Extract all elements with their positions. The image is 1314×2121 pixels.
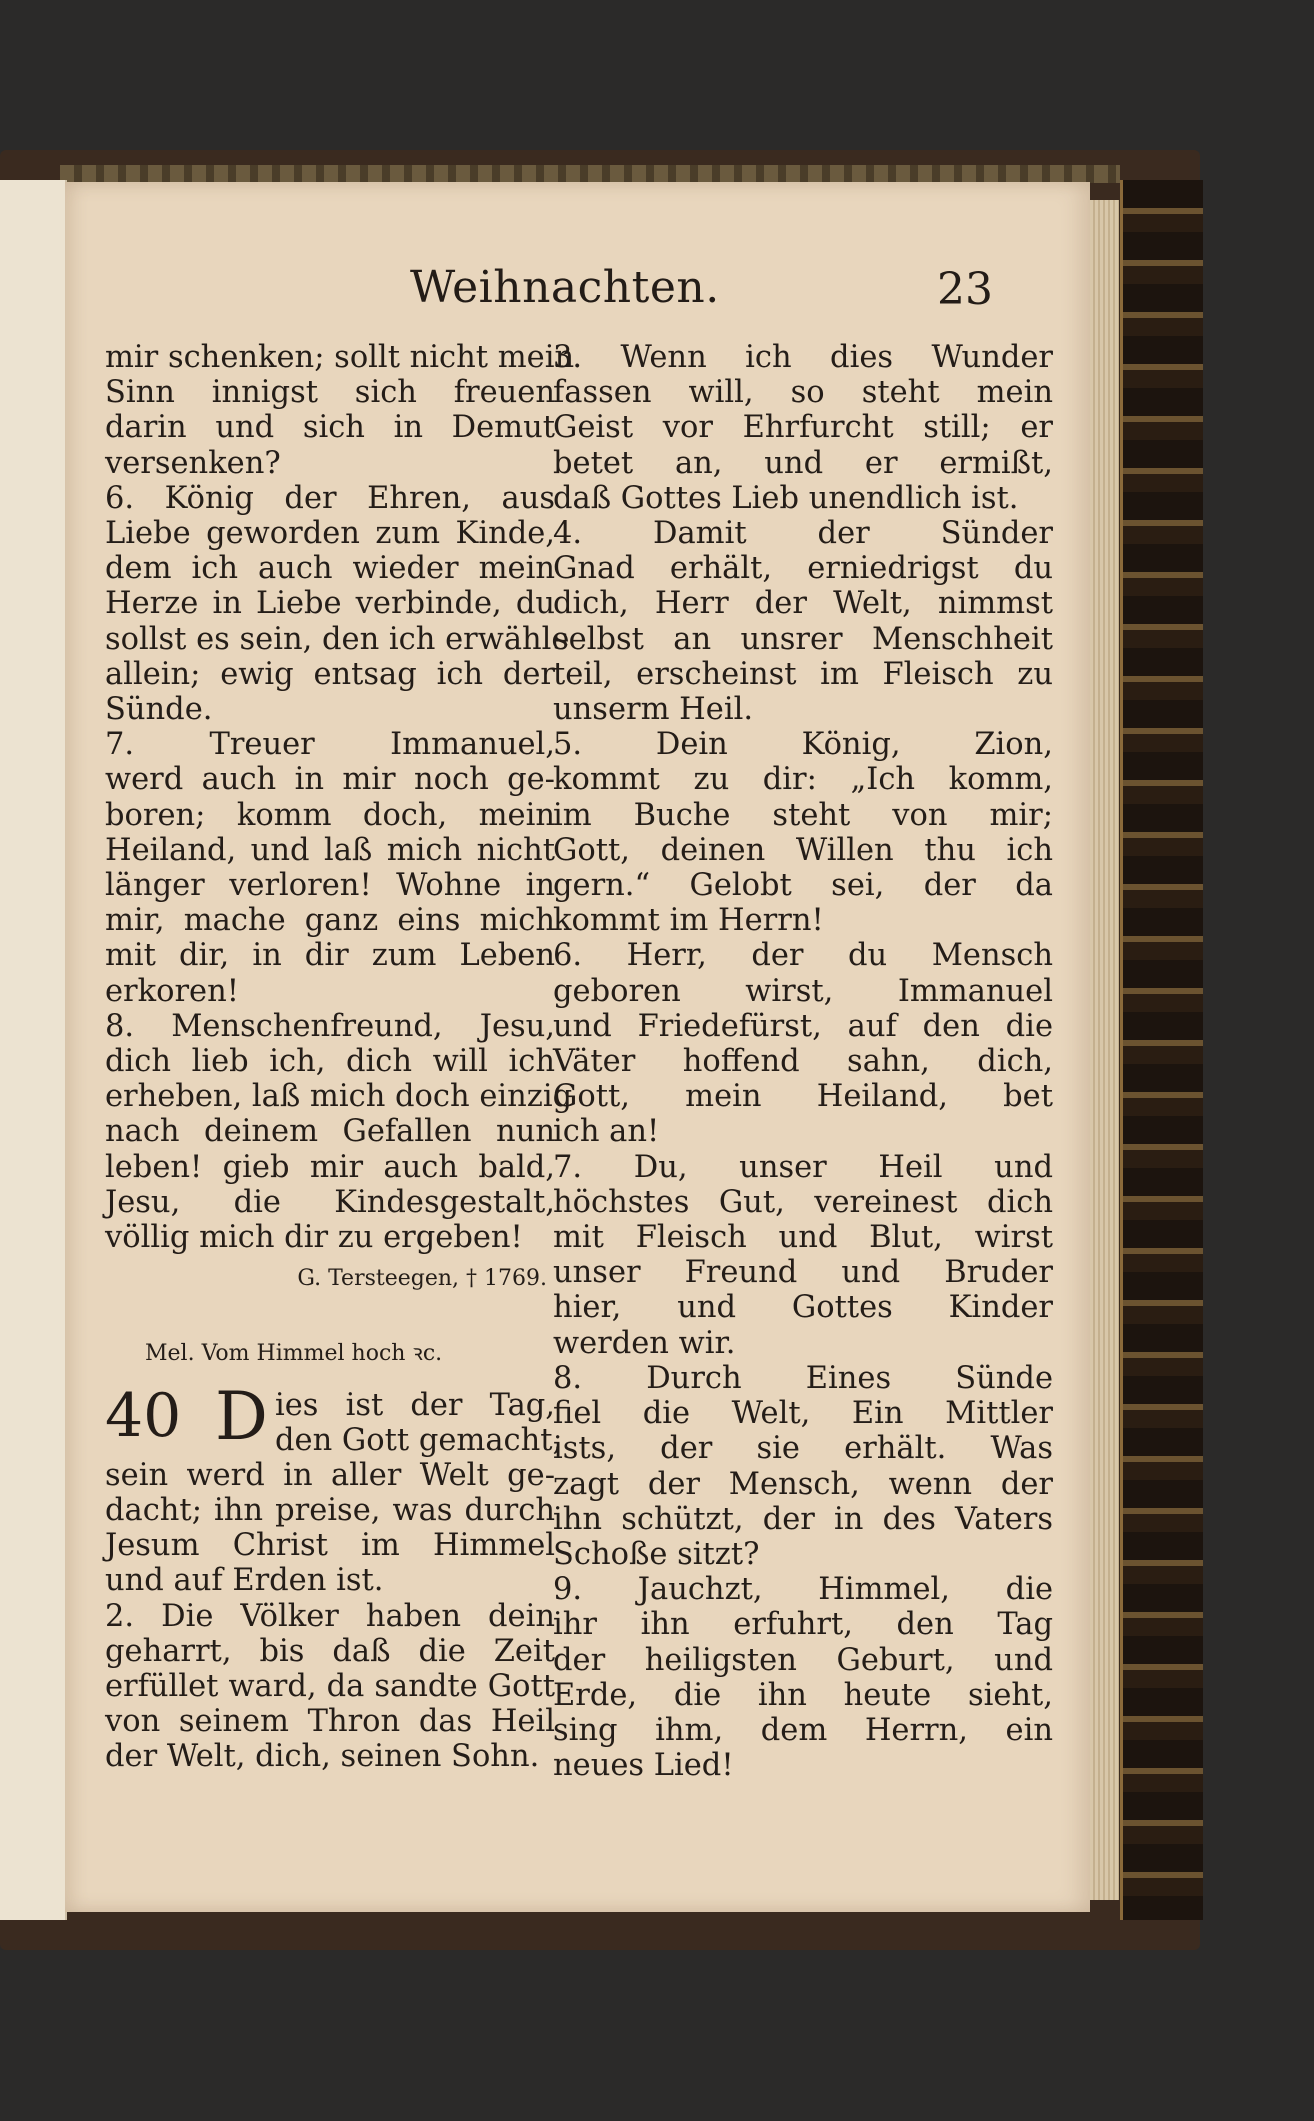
page-header (65, 262, 1090, 322)
text-line: der heiligsten Geburt, und (553, 1642, 1053, 1678)
right-column (553, 340, 1053, 1783)
text-line: unser Freund und Bruder (553, 1255, 1053, 1291)
text-line: erheben, laß mich doch einzig (105, 1079, 573, 1115)
text-line: 3. Wenn ich dies Wunder (553, 340, 1053, 375)
text-line: boren; komm doch, mein (105, 797, 555, 833)
text-line: Herze in Liebe verbinde, du (105, 586, 555, 622)
text-line: Jesu, die Kindesgestalt, (105, 1184, 555, 1220)
text-line: werden wir. (553, 1325, 736, 1361)
text-line: fassen will, so steht mein (553, 375, 1053, 411)
text-line: werd auch in mir noch ge- (105, 762, 555, 798)
text-line: 2. Die Völker haben dein (105, 1598, 555, 1634)
text-line: Väter hoffend sahn, dich, (553, 1044, 1053, 1080)
text-line: 6. König der Ehren, aus (105, 480, 555, 516)
book-page (65, 182, 1090, 1912)
text-line: kommt zu dir: „Ich komm, (553, 762, 1053, 798)
text-line: gern.“ Gelobt sei, der da (553, 868, 1053, 904)
text-line: ich an! (553, 1114, 660, 1150)
melody-note: Mel. Vom Himmel hoch ꝛc. (145, 1341, 443, 1367)
text-line: sollst es sein, den ich erwähle (105, 621, 570, 657)
left-column (105, 340, 575, 1775)
text-line: ists, der sie erhält. Was (553, 1431, 1053, 1467)
text-line: betet an, und er ermißt, (553, 445, 1053, 481)
text-line: teil, erscheinst im Fleisch zu (553, 656, 1053, 692)
text-line: erkoren! (105, 973, 240, 1009)
text-line: allein; ewig entsag ich der (105, 656, 555, 692)
text-line: nach deinem Gefallen nun (105, 1114, 555, 1150)
text-line: leben! gieb mir auch bald, (105, 1149, 555, 1185)
text-line: 4. Damit der Sünder (553, 516, 1053, 552)
text-line: Gott, mein Heiland, bet (553, 1079, 1053, 1115)
hymn-second-line: den Gott gemacht, (275, 1422, 563, 1458)
text-line: 7. Du, unser Heil und (553, 1149, 1053, 1185)
text-line: und Friedefürst, auf den die (553, 1008, 1053, 1044)
hymn-number: 40 (105, 1380, 182, 1451)
drop-cap: D (215, 1377, 268, 1455)
text-line: Erde, die ihn heute sieht, (553, 1677, 1053, 1713)
text-line: kommt im Herrn! (553, 903, 824, 939)
text-line: und auf Erden ist. (105, 1563, 384, 1599)
text-line: 8. Durch Eines Sünde (553, 1360, 1053, 1396)
text-line: im Buche steht von mir; (553, 797, 1053, 833)
left-column-text-bottom (105, 1458, 555, 1775)
text-line: zagt der Mensch, wenn der (553, 1466, 1053, 1502)
text-line: neues Lied! (553, 1748, 734, 1784)
text-line: versenken? (105, 445, 281, 481)
text-line: daß Gottes Lieb unendlich ist. (553, 480, 1019, 516)
text-line: mir, mache ganz eins mich (105, 903, 555, 939)
text-line: fiel die Welt, Ein Mittler (553, 1396, 1053, 1432)
text-line: hier, und Gottes Kinder (553, 1290, 1053, 1326)
text-line: 5. Dein König, Zion, (553, 727, 1053, 763)
text-line: dich, Herr der Welt, nimmst (553, 586, 1053, 622)
right-column-text (553, 340, 1053, 1783)
text-line: 8. Menschenfreund, Jesu, (105, 1008, 555, 1044)
text-line: mir schenken; sollt nicht mein (105, 340, 575, 375)
text-line: Jesum Christ im Himmel (105, 1528, 555, 1564)
text-line: dacht; ihn preise, was durch (105, 1492, 555, 1528)
text-line: Liebe geworden zum Kinde, (105, 516, 555, 552)
text-line: länger verloren! Wohne in (105, 868, 555, 904)
text-line: Geist vor Ehrfurcht still; er (553, 410, 1053, 446)
text-line: Gnad erhält, erniedrigst du (553, 551, 1053, 587)
text-line: Heiland, und laß mich nicht (105, 832, 555, 868)
hymn-first-line: ies ist der Tag, (275, 1387, 555, 1423)
book-spine (1120, 180, 1203, 1920)
text-line: höchstes Gut, vereinest dich (553, 1184, 1053, 1220)
text-line: Sinn innigst sich freuen (105, 375, 555, 411)
text-line: sing ihm, dem Herrn, ein (553, 1712, 1053, 1748)
page-number: 23 (937, 264, 993, 315)
page-block-edge (1085, 200, 1119, 1900)
left-column-text-top (105, 340, 575, 1256)
text-line: völlig mich dir zu ergeben! (105, 1220, 523, 1256)
text-line: 9. Jauchzt, Himmel, die (553, 1572, 1053, 1608)
gilt-edge-band (60, 165, 1120, 183)
text-line: Sünde. (105, 692, 213, 728)
text-line: mit dir, in dir zum Leben (105, 938, 555, 974)
text-line: 7. Treuer Immanuel, (105, 727, 555, 763)
text-line: Gott, deinen Willen thu ich (553, 832, 1053, 868)
text-line: dich lieb ich, dich will ich (105, 1044, 555, 1080)
text-line: ihn schützt, der in des Vaters (553, 1501, 1053, 1537)
text-line: Schoße sitzt? (553, 1536, 760, 1572)
text-line: von seinem Thron das Heil (105, 1704, 555, 1740)
facing-page-edge (0, 180, 67, 1920)
hymn-40-opening (105, 1377, 563, 1458)
text-line: 6. Herr, der du Mensch (553, 938, 1053, 974)
text-line: erfüllet ward, da sandte Gott (105, 1668, 555, 1704)
text-line: dem ich auch wieder mein (105, 551, 555, 587)
text-line: sein werd in aller Welt ge- (105, 1457, 555, 1493)
text-line: ihr ihn erfuhrt, den Tag (553, 1607, 1053, 1643)
text-line: geboren wirst, Immanuel (553, 973, 1053, 1009)
text-line: darin und sich in Demut (105, 410, 555, 446)
author-signature: G. Tersteegen, † 1769. (297, 1266, 547, 1292)
text-line: selbst an unsrer Menschheit (553, 621, 1053, 657)
text-line: mit Fleisch und Blut, wirst (553, 1220, 1053, 1256)
text-line: der Welt, dich, seinen Sohn. (105, 1739, 540, 1775)
running-title: Weihnachten. (410, 262, 720, 313)
text-line: unserm Heil. (553, 692, 754, 728)
text-line: geharrt, bis daß die Zeit (105, 1633, 555, 1669)
